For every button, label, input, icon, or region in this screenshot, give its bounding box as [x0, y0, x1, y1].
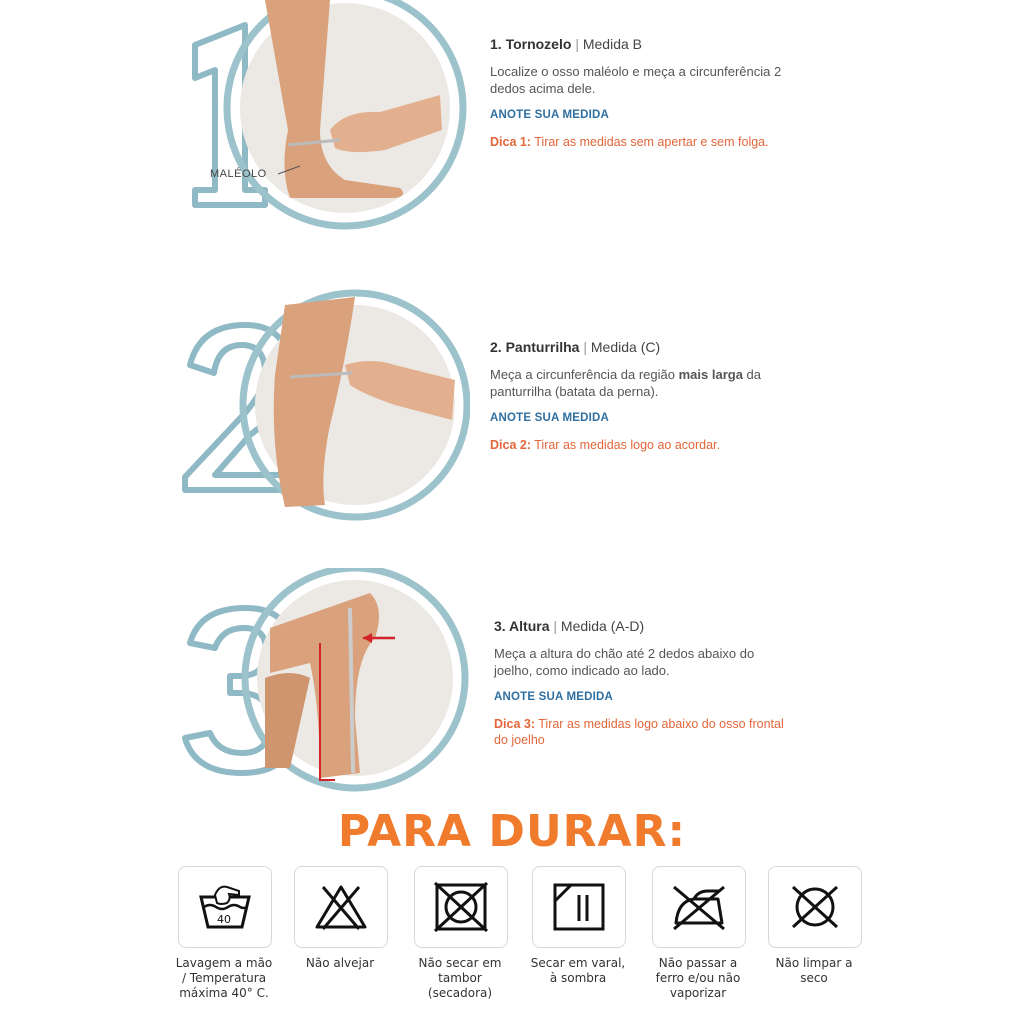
- step-1-title: [490, 36, 790, 53]
- tip-2-label: Dica 2:: [490, 438, 531, 452]
- step-1-text: [490, 36, 790, 150]
- step-2-measure: Medida (C): [590, 339, 661, 355]
- care-item-line-dry-shade: [528, 866, 628, 986]
- height-measure-illustration: [170, 568, 470, 793]
- step-3-title: [494, 618, 794, 635]
- care-item-no-bleach: [290, 866, 390, 971]
- tip-1-text: Tirar as medidas sem apertar e sem folga.: [531, 135, 769, 149]
- separator: |: [575, 36, 579, 52]
- step-2-text: [490, 339, 800, 453]
- line-dry-shade-icon: [549, 879, 609, 935]
- step-2-description: [490, 366, 800, 400]
- care-label: Não alvejar: [305, 956, 375, 970]
- care-item-hand-wash: [174, 866, 274, 1001]
- tip-2-text: Tirar as medidas logo ao acordar.: [531, 438, 720, 452]
- step-1-measure: Medida B: [582, 36, 642, 52]
- care-item-no-iron: [648, 866, 748, 1001]
- no-dry-clean-icon: [785, 881, 845, 933]
- hand-wash-icon: [195, 881, 255, 933]
- desc-2-bold: mais larga: [678, 367, 743, 382]
- care-headline: PARA DURAR:: [337, 806, 687, 857]
- ankle-measure-illustration: [170, 0, 470, 240]
- step-1-note: ANOTE SUA MEDIDA: [490, 109, 610, 121]
- care-item-no-tumble-dry: [410, 866, 510, 1001]
- step-3-measure: Medida (A-D): [560, 618, 645, 634]
- care-label: Não secar em tambor (secadora): [418, 956, 502, 1000]
- step-1-tip: [490, 134, 790, 150]
- care-label: Não passar a ferro e/ou não vaporizar: [655, 956, 741, 1000]
- no-tumble-dry-icon: [431, 879, 491, 935]
- step-3-name: 3. Altura: [494, 618, 550, 634]
- separator: |: [583, 339, 587, 355]
- care-label: Lavagem a mão / Temperatura máxima 40° C.: [175, 956, 273, 1000]
- desc-2-part-b: da panturrilha (batata da perna).: [490, 367, 762, 399]
- care-label: Secar em varal, à sombra: [530, 956, 626, 985]
- step-2-name: 2. Panturrilha: [490, 339, 580, 355]
- care-item-no-dry-clean: [764, 866, 864, 986]
- step-2-note: ANOTE SUA MEDIDA: [490, 412, 610, 424]
- separator: |: [553, 618, 558, 634]
- calf-measure-illustration: [170, 285, 470, 530]
- maleolo-label: MALÉOLO: [210, 168, 267, 180]
- svg-text:40: 40: [217, 913, 231, 926]
- tip-3-label: Dica 3:: [494, 717, 535, 731]
- tip-3-text: Tirar as medidas logo abaixo do osso frontal do joelho: [494, 717, 784, 747]
- no-iron-icon: [668, 881, 730, 933]
- step-1-name: 1. Tornozelo: [490, 36, 572, 52]
- care-label: Não limpar a seco: [775, 956, 853, 985]
- step-2-title: [490, 339, 800, 356]
- step-3-tip: [494, 716, 794, 748]
- step-3-text: [494, 618, 794, 748]
- no-bleach-icon: [311, 881, 371, 933]
- desc-2-part-a: Meça a circunferência da região: [490, 367, 679, 382]
- step-3-description: Meça a altura do chão até 2 dedos abaixo do joelho, como indicado ao lado.: [494, 646, 755, 678]
- step-1-description: Localize o osso maléolo e meça a circunferência 2 dedos acima dele.: [490, 64, 782, 96]
- tip-1-label: Dica 1:: [490, 135, 531, 149]
- step-2-tip: [490, 437, 800, 453]
- step-3-note: ANOTE SUA MEDIDA: [494, 691, 614, 703]
